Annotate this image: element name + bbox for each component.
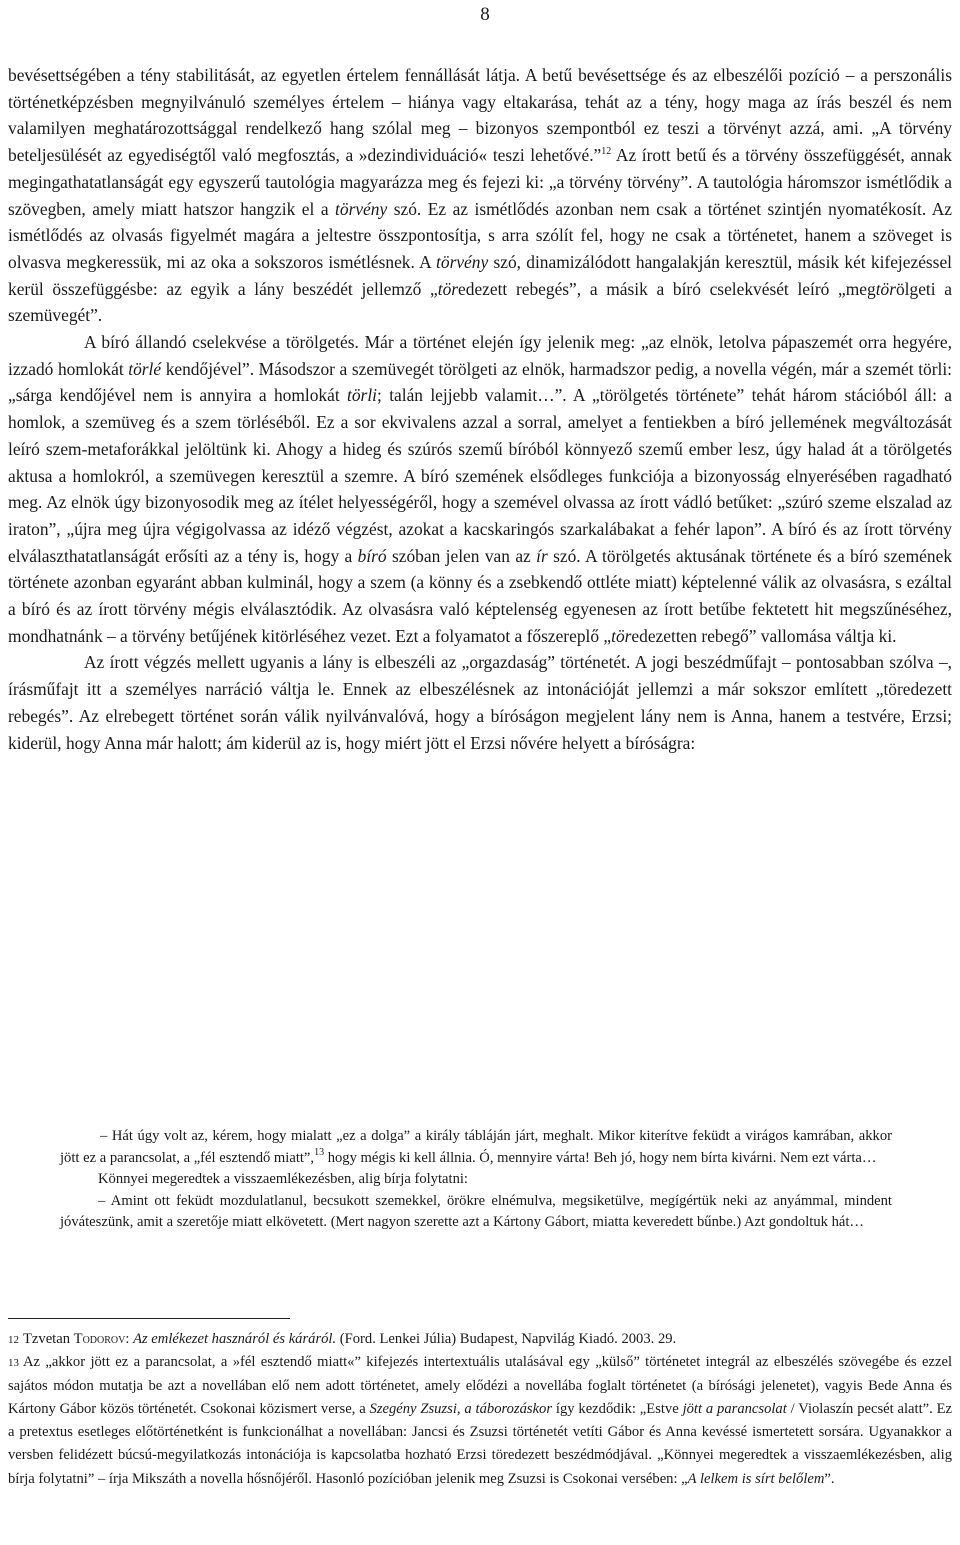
text-run: A bíró állandó cselekvése a törölgetés. Már a történet elején így jelenik meg: „az elnök, letolva pápaszemét orra hegyére, izzadó homlokát xyxy=(8,332,952,379)
italic-run: jött a parancsolat xyxy=(682,1400,787,1417)
page-number: 8 xyxy=(480,4,490,25)
text-run: edezetten rebegő” vallomása váltja ki. xyxy=(631,625,897,646)
italic-run: törvény xyxy=(436,251,489,272)
italic-run: tör xyxy=(875,278,896,299)
text-run: / Violaszín pecsét alatt”. Ez a pretextus esetleges előtörténetként is funkcionálhat a novellában: Jancsi és Zsuzsi történetét vetíti Gábor és Anna kevéssé ismertetett sorsára. Ugyanakkor a versben felidézett búcsú-megyilatkozás intonációja is kapcsolatba hozható Erzsi töredezett beszédmódjával. „Könnyei megeredtek a visszaemlékezésben, alig bírja folytatni” – írja Mikszáth a novella hősnőjéről. Hasonló pozícióban jelenik meg Zsuzsi is Csokonai versében: „ xyxy=(8,1400,953,1487)
quote-paragraph-1 xyxy=(60,1126,892,1169)
block-quote xyxy=(60,1126,892,1234)
text-run: így kezdődik: „Estve xyxy=(552,1400,683,1417)
book-title: Az emlékezet hasznáról és káráról. xyxy=(133,1331,337,1347)
text-run: ”. xyxy=(824,1470,835,1487)
italic-run: A lelkem is sírt belőlem xyxy=(687,1470,825,1487)
text-run: kendőjével”. Másodszor a szemüvegét törölgeti az elnök, harmadszor pedig, a novella végén, már a szemét törli: „sárga kendőjével nem is annyira a homlokát xyxy=(8,358,953,406)
text-run: : xyxy=(125,1331,134,1347)
italic-run: törvény xyxy=(335,198,388,219)
footnote-ref-13[interactable]: 13 xyxy=(314,1146,325,1158)
text-run: szó. A törölgetés aktusának története és a bíró szemének története azonban egyaránt abban kulminál, hogy a szem (a könny és a zsebkendő ottléte miatt) képtelenné válik az olvasásra, s ezáltal a bíró és az írott törvény mégis elválasztódik. Az olvasásra való képtelenség egyenesen az írott betűbe fektetett hit megszűnéséhez, mondhatnánk – a törvény betűjének kitörléséhez vezet. Ezt a folyamatot a főszereplő „ xyxy=(8,545,953,646)
body-text xyxy=(8,62,952,756)
text-run: hogy mégis ki kell állnia. Ó, mennyire várta! Beh jó, hogy nem bírta kivárni. Nem ezt várta… xyxy=(324,1149,877,1166)
footnote-separator xyxy=(8,1318,290,1319)
footnote-ref-12[interactable]: 12 xyxy=(601,146,612,158)
text-run: szó. Ez az ismétlődés azonban nem csak a történet szintjén nyomatékosít. Az ismétlődés az olvasás figyelmét magára a jeltestre összpontosítja, s arra szólít fel, hogy ne csak a történetet, hanem a szöveget is olvasva megkeressük, mi az oka a sokszoros ismétlésnek. A xyxy=(8,198,952,272)
italic-run: tör xyxy=(437,278,459,299)
text-run: ; talán lejjebb valamit…”. A „törölgetés története” tehát három stációból áll: a homlok, a szemüveg és a szem törléséből. Ez a sor ekvivalens azzal a sorral, amelyet a fentiekben a bíró jellemének megváltozását leíró szem-metaforákkal jelöltünk ki. Ahogy a hideg és szúrós szemű bíróból könnyező szemű ember lesz, úgy halad át a törölgetés aktusa a homlokról, a szemüvegen keresztül a szemre. A bíró szemének elsődleges funkciója a bizonyosság elnyerésében ragadható meg. Az elnök úgy bizonyosodik meg az ítélet helyességéről, hogy a szemével olvassa az írott vádló betűket: „szúró szeme elszalad az iraton”, „újra meg újra végigolvassa az idéző végzést, azokat a kacskaringós szarkalábakat a fehér lapon”. A bíró és az írott törvény elválaszthatatlanságát erősíti az a tény is, hogy a xyxy=(8,385,952,566)
text-run: bevésettségében a tény stabilitását, az egyetlen értelem fennállását látja. A betű bevésettsége és az elbeszélői pozíció – a perszonális történetképzésben megnyilvánuló személyes értelem – hiánya vagy eltakarása, tehát az a tény, hogy maga az írás beszél és nem valamilyen meghatározottsággal rendelkező hang szólal meg – bizonyos szempontból ez teszi a törvényt azzá, ami. „A törvény beteljesülését az egyediségtől való megfosztás, a »dezindividuáció« teszi lehetővé.” xyxy=(8,65,952,166)
italic-run: törli xyxy=(347,385,377,406)
text-run: (Ford. Lenkei Júlia) Budapest, Napvilág Kiadó. 2003. 29. xyxy=(336,1331,677,1347)
paragraph-1 xyxy=(8,62,952,329)
text-run: Az „akkor jött ez a parancsolat, a »fél esztendő miatt«” kifejezés intertextuális utalásával egy „külső” történetet integrál az elbeszélés szövegébe és ezzel sajátos módon mutatja be azt a novellában elő nem adott történetet, amely elődézi a novellába foglalt történetet (a bírósági jelenetet), vagyis Bede Anna és Kártony Gábor közös történetét. Csokonai közismert verse, a xyxy=(8,1354,952,1417)
poem-title: Szegény Zsuzsi, a táborozáskor xyxy=(369,1400,553,1417)
italic-run: ír xyxy=(536,545,548,566)
italic-run: törlé xyxy=(128,358,162,379)
italic-run: bíró xyxy=(357,545,387,566)
italic-run: tör xyxy=(611,625,632,646)
paragraph-2 xyxy=(8,329,952,649)
quote-paragraph-3: – Amint ott feküdt mozdulatlanul, becsukott szemekkel, örökre elnémulva, megsiketülve, megígértük neki az anyámmal, mindent jóváteszünk, amit a szeretője miatt elkövetett. (Mert nagyon szerette azt a Kártony Gábort, miatta keveredett bűnbe.) Azt gondoltuk hát… xyxy=(60,1192,892,1231)
text-run: szóban jelen van az xyxy=(386,545,537,566)
author-name: Todorov xyxy=(73,1331,126,1347)
text-run: – Hát úgy volt az, kérem, hogy mialatt „ez a dolga” a király tábláján járt, meghalt. Mikor kiterítve feküdt a virágos kamrában, akkor jött ez a parancsolat, a „fél esztendő miatt”, xyxy=(60,1128,892,1166)
text-run: Tzvetan xyxy=(23,1331,74,1347)
footnote-12 xyxy=(8,1328,952,1351)
footnote-mark: 12 xyxy=(8,1334,19,1346)
text-run: Az írott betű és a törvény összefüggését, annak megingathatatlanságát egy egyszerű tautológia magyarázza meg és fejezi ki: „a törvény törvény”. A tautológia háromszor ismétlődik a szövegben, amely miatt hatszor hangzik el a xyxy=(8,145,952,219)
paragraph-3: Az írott végzés mellett ugyanis a lány is elbeszéli az „orgazdaság” történetét. A jogi beszédműfajt – pontosabban szólva –, írásműfajt itt a személyes narráció váltja le. Ennek az elbeszélésnek az intonációját jellemzi a már sokszor említett „töredezett rebegés”. Az elrebegett történet során válik nyilvánvalóvá, hogy a bíróságon megjelent lány nem is Anna, hanem a testvére, Erzsi; kiderül, hogy Anna már halott; ám kiderül az is, hogy miért jött el Erzsi nővére helyett a bíróságra: xyxy=(8,652,952,753)
footnotes xyxy=(8,1328,952,1491)
quote-paragraph-2: Könnyei megeredtek a visszaemlékezésben, alig bírja folytatni: xyxy=(98,1171,468,1188)
footnote-13 xyxy=(8,1351,952,1491)
text-run: ölgeti a szemüvegét”. xyxy=(8,278,952,326)
footnote-mark: 13 xyxy=(8,1357,19,1370)
text-run: edezett rebegés”, a másik a bíró cselekvését leíró „meg xyxy=(458,278,876,299)
text-run: szó, dinamizálódott hangalakján keresztül, másik két kifejezéssel kerül összefüggésbe: az egyik a lány beszédét jellemző „ xyxy=(8,251,953,299)
